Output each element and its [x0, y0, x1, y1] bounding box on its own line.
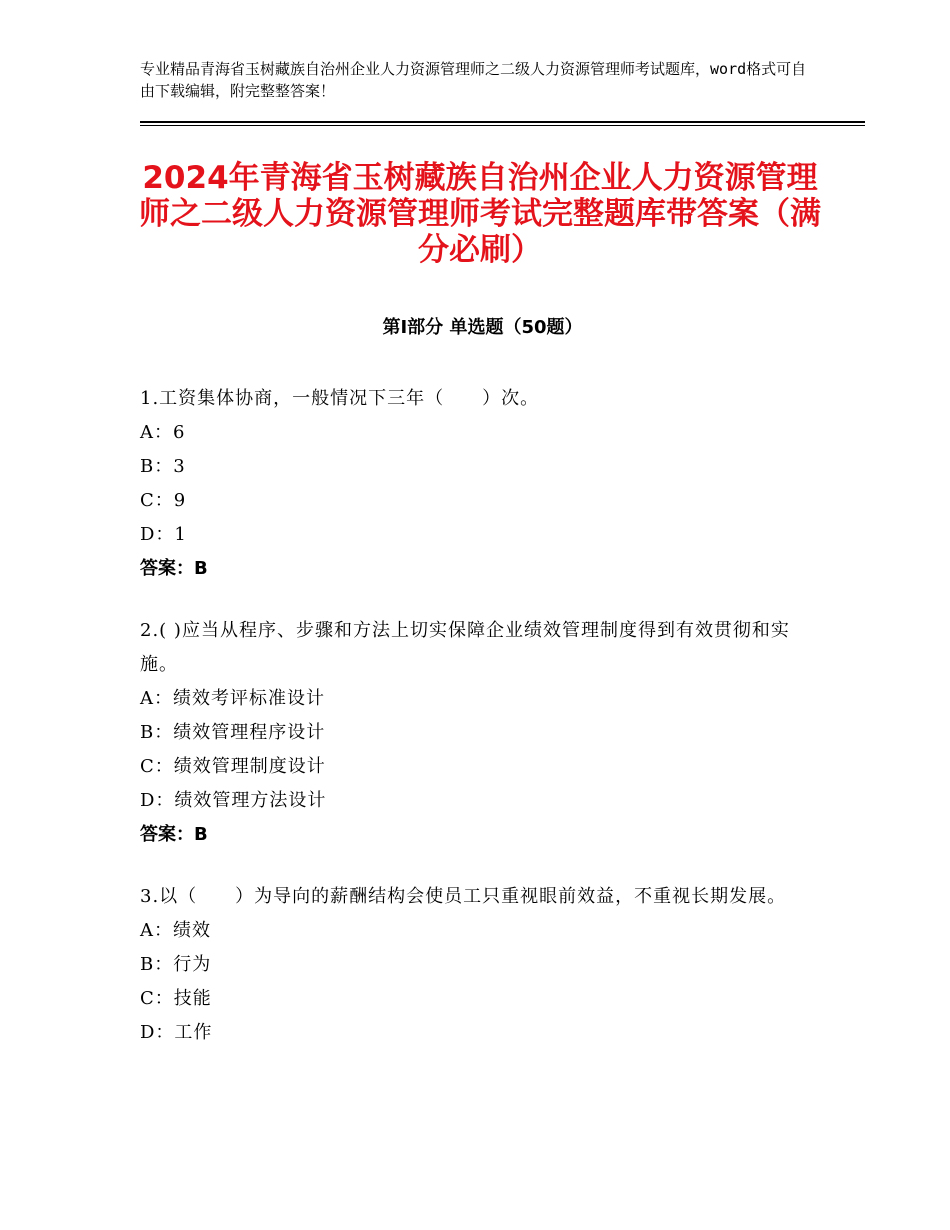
- option-d: D：1: [140, 524, 187, 545]
- option-a: A：绩效考评标准设计: [140, 688, 325, 709]
- question-stem: 2.( )应当从程序、步骤和方法上切实保障企业绩效管理制度得到有效贯彻和实施。: [140, 620, 790, 675]
- option-a: A：绩效: [140, 920, 211, 941]
- question-stem: 1.工资集体协商，一般情况下三年（ ）次。: [140, 388, 540, 409]
- header-rule-thick: [140, 121, 865, 123]
- section-title: 第Ⅰ部分 单选题（50题）: [382, 317, 583, 338]
- header-note: 专业精品青海省玉树藏族自治州企业人力资源管理师之二级人力资源管理师考试题库，word格式可自由下载编辑，附完整整答案！: [140, 60, 807, 100]
- header-rule-thin: [140, 125, 865, 126]
- option-b: B：3: [140, 456, 186, 477]
- question-stem: 3.以（ ）为导向的薪酬结构会使员工只重视眼前效益，不重视长期发展。: [140, 886, 787, 907]
- answer-line: 答案：B: [140, 824, 208, 845]
- option-c: C：技能: [140, 988, 212, 1009]
- option-b: B：绩效管理程序设计: [140, 722, 326, 743]
- option-a: A：6: [140, 422, 186, 443]
- question-1: [140, 382, 820, 586]
- option-d: D：工作: [140, 1022, 213, 1043]
- option-d: D：绩效管理方法设计: [140, 790, 327, 811]
- question-3: [140, 880, 820, 1050]
- option-b: B：行为: [140, 954, 212, 975]
- question-list: [140, 382, 820, 1078]
- option-c: C：绩效管理制度设计: [140, 756, 326, 777]
- question-2: [140, 614, 820, 852]
- option-c: C：9: [140, 490, 187, 511]
- document-title: 2024年青海省玉树藏族自治州企业人力资源管理师之二级人力资源管理师考试完整题库带答案（满分必刷）: [139, 160, 821, 268]
- answer-line: 答案：B: [140, 558, 208, 579]
